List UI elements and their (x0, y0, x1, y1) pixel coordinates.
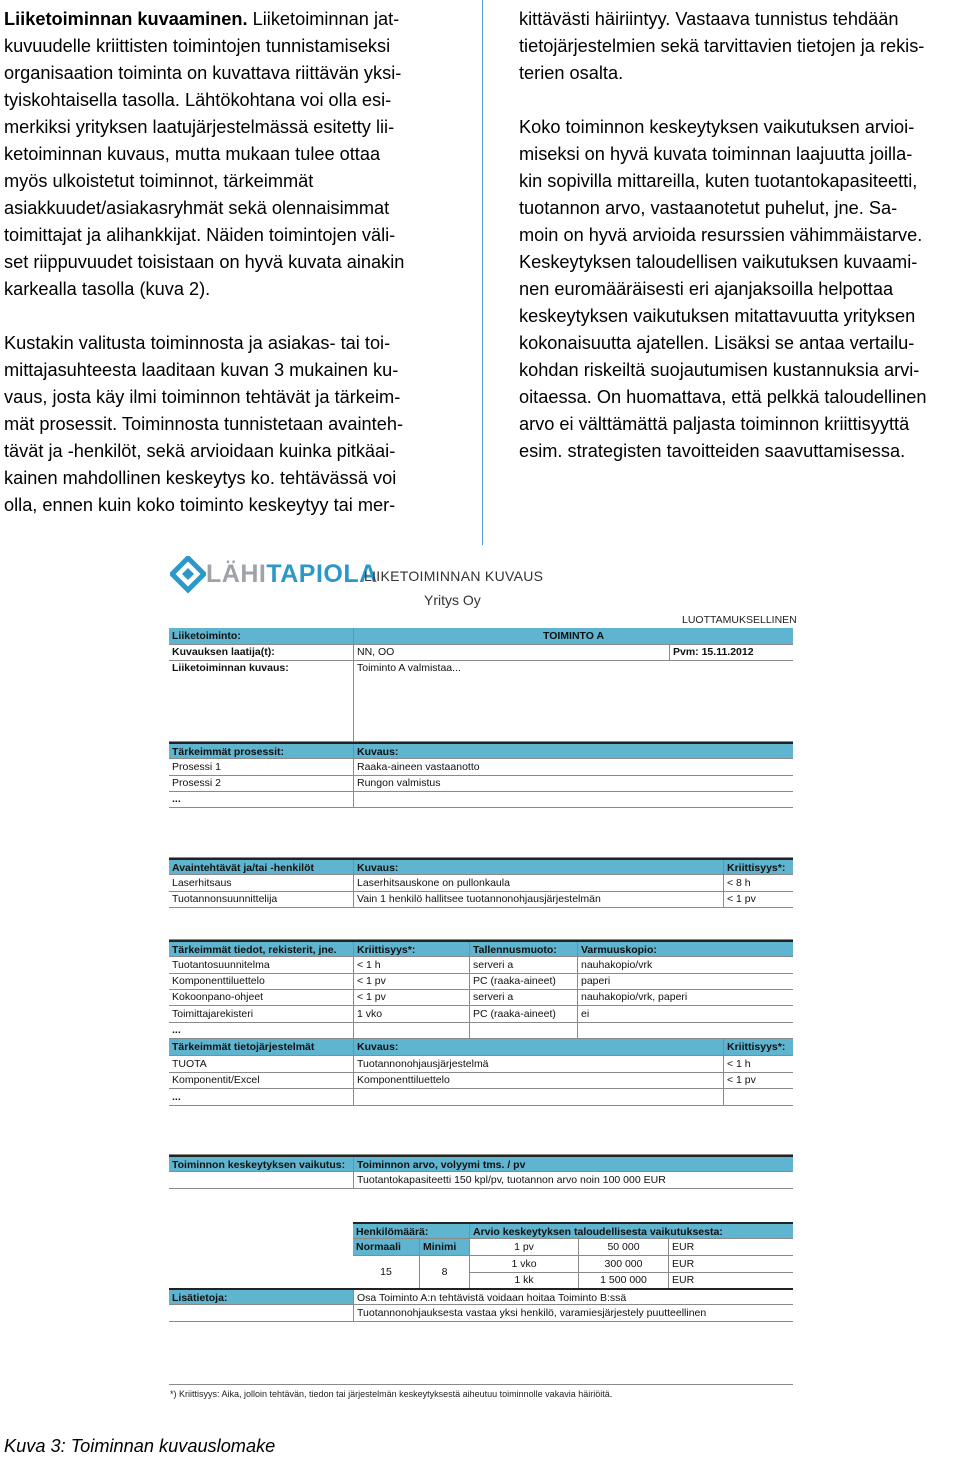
staff-min-label-cell: Minimi (419, 1239, 469, 1256)
extra-info-row-2: Tuotannonohjauksesta vastaa yksi henkilö, varamiesjärjestely puutteellinen (169, 1305, 793, 1322)
right-column (519, 6, 959, 465)
extra-info-row-1: Lisätietoja: Osa Toiminto A:n tehtävistä voidaan hoitaa Toiminto B:ssä (169, 1288, 793, 1305)
logo-chevron-icon (170, 556, 206, 596)
table-row: Komponentit/Excel Komponenttiluettelo < 1 pv (169, 1072, 793, 1089)
footnote: *) Kriittisyys: Aika, jolloin tehtävän, tiedon tai järjestelmän keskeytyksestä aiheutuu toiminnolle vakavia häiriöitä. (170, 1389, 613, 1399)
staff-counts-cell: 15 8 (353, 1256, 469, 1289)
table-row: 1 pv 50 000 EUR (469, 1239, 793, 1256)
confidential-label: LUOTTAMUKSELLINEN (682, 614, 797, 626)
right-paragraph-1: kittävästi häiriintyy. Vastaava tunnistus tehdään tietojärjestelmien sekä tarvittavien tietojen ja rekis- terien osalta. (519, 9, 925, 83)
right-paragraph-3: Keskeytyksen taloudellisen vaikutuksen kuvaami- nen euromääräisesti eri ajanjaksoilla helpottaa keskeytyksen vaikutuksen mitattavuutta yrityksen kokonaisuutta ajatellen. Lisäksi se antaa vertailu- kohdan riskeiltä suojautumisen kustannuksia arvi- oitaessa. On huomattava, että pelkkä taloudellinen arvo ei välttämättä paljasta toiminnon kriittisyyttä esim. strategisten tavoitteiden saavuttamisessa. (519, 252, 927, 461)
processes-header: Tärkeimmät prosessit: Kuvaus: (169, 742, 793, 759)
table-row: Kokoonpano-ohjeet < 1 pv serveri a nauhakopio/vrk, paperi (169, 989, 793, 1006)
column-divider (482, 0, 483, 545)
table-row: ... (169, 791, 793, 808)
form-header-row-1: Liiketoiminto: TOIMINTO A (169, 628, 793, 645)
form-header-row-2: Kuvauksen laatija(t): NN, OO Pvm: 15.11.2012 (169, 644, 793, 661)
left-paragraph-2: Kustakin valitusta toiminnosta ja asiakas- tai toi- mittajasuhteesta laaditaan kuvan 3 mukainen ku- vaus, josta käy ilmi toiminnon tehtävät ja tärkeim- mät prosessit. Toiminnosta tunnistetaan avainteh- tävät ja -henkilöt, sekä arvioidaan kuinka pitkäai- kainen mahdollinen keskeytys ko. tehtävässä voi olla, ennen kuin koko toiminto keskeytyy tai mer- (4, 333, 403, 515)
table-row: 1 kk 1 500 000 EUR (469, 1272, 793, 1289)
table-row: 1 vko 300 000 EUR (469, 1256, 793, 1273)
table-row: Prosessi 1 Raaka-aineen vastaanotto (169, 759, 793, 776)
form-title: LIIKETOIMINNAN KUVAUS (364, 568, 544, 584)
footnote-divider (169, 1384, 793, 1385)
staff-normal-label-cell: Normaali (353, 1239, 419, 1256)
table-row-empty (169, 808, 793, 858)
right-paragraph-2: Koko toiminnon keskeytyksen vaikutuksen arvioi- miseksi on hyvä kuvata toiminnan laajuutta joilla- kin sopivilla mittareilla, kuten tuotantokapasiteetti, tuotannon arvo, vastaanotetut puhelut, jne. Sa- moin on hyvä arvioida resurssien vähimmäistarve. (519, 117, 923, 245)
table-row: TUOTA Tuotannonohjausjärjestelmä < 1 h (169, 1056, 793, 1073)
data-registers-header: Tärkeimmät tiedot, rekisterit, jne. Kriittisyys*: Tallennusmuoto: Varmuuskopio: (169, 940, 793, 957)
form-header-row-3: Liiketoiminnan kuvaus: Toiminto A valmistaa... (169, 660, 793, 742)
business-description-form-figure (168, 552, 796, 1402)
table-row: Tuotantokapasiteetti 150 kpl/pv, tuotannon arvo noin 100 000 EUR (169, 1172, 793, 1189)
lahitapiola-logo: LÄHITAPIOLA (168, 552, 358, 598)
section-lead-heading: Liiketoiminnan kuvaaminen. (4, 9, 248, 29)
left-column (4, 6, 464, 519)
table-row: Toimittajarekisteri 1 vko PC (raaka-aineet) ei (169, 1006, 793, 1023)
table-row: Komponenttiluettelo < 1 pv PC (raaka-aineet) paperi (169, 973, 793, 990)
table-row: Prosessi 2 Rungon valmistus (169, 775, 793, 792)
systems-header: Tärkeimmät tietojärjestelmät Kuvaus: Kriittisyys*: (169, 1039, 793, 1056)
table-row: ... (169, 1089, 793, 1106)
staff-financial-header: Henkilömäärä: Arvio keskeytyksen taloudellisesta vaikutuksesta: (353, 1222, 793, 1239)
table-row-empty (169, 908, 793, 940)
table-row: Tuotantosuunnitelma < 1 h serveri a nauhakopio/vrk (169, 957, 793, 974)
left-paragraph-1: Liiketoiminnan kuvaaminen. Liiketoiminnan jat- kuvuudelle kriittisten toimintojen tunnistamiseksi organisaation toiminta on kuvattava riittävän yksi- tyiskohtaisella tasolla. Lähtökohtana voi olla esi- merkiksi yrityksen laatujärjestelmässä esitetty lii- ketoiminnan kuvaus, mutta mukaan tulee ottaa myös ulkoistetut toiminnot, tärkeimmät asiakkuudet/asiakasryhmät sekä olennaisimmat toimittajat ja alihankkijat. Näiden toimintojen väli- set riippuvuudet toisistaan on hyvä kuvata ainakin karkealla tasolla (kuva 2). (4, 9, 405, 299)
table-row: ... (169, 1022, 793, 1039)
table-row: Laserhitsaus Laserhitsauskone on pullonkaula < 8 h (169, 875, 793, 892)
form-company: Yritys Oy (424, 592, 481, 608)
key-tasks-header: Avaintehtävät ja/tai -henkilöt Kuvaus: Kriittisyys*: (169, 858, 793, 875)
table-row-empty (169, 1105, 793, 1155)
impact-header: Toiminnon keskeytyksen vaikutus: Toiminnon arvo, volyymi tms. / pv (169, 1155, 793, 1172)
table-row: Tuotannonsuunnittelija Vain 1 henkilö hallitsee tuotannonohjausjärjestelmän < 1 pv (169, 891, 793, 908)
figure-caption: Kuva 3: Toiminnan kuvauslomake (4, 1436, 276, 1456)
